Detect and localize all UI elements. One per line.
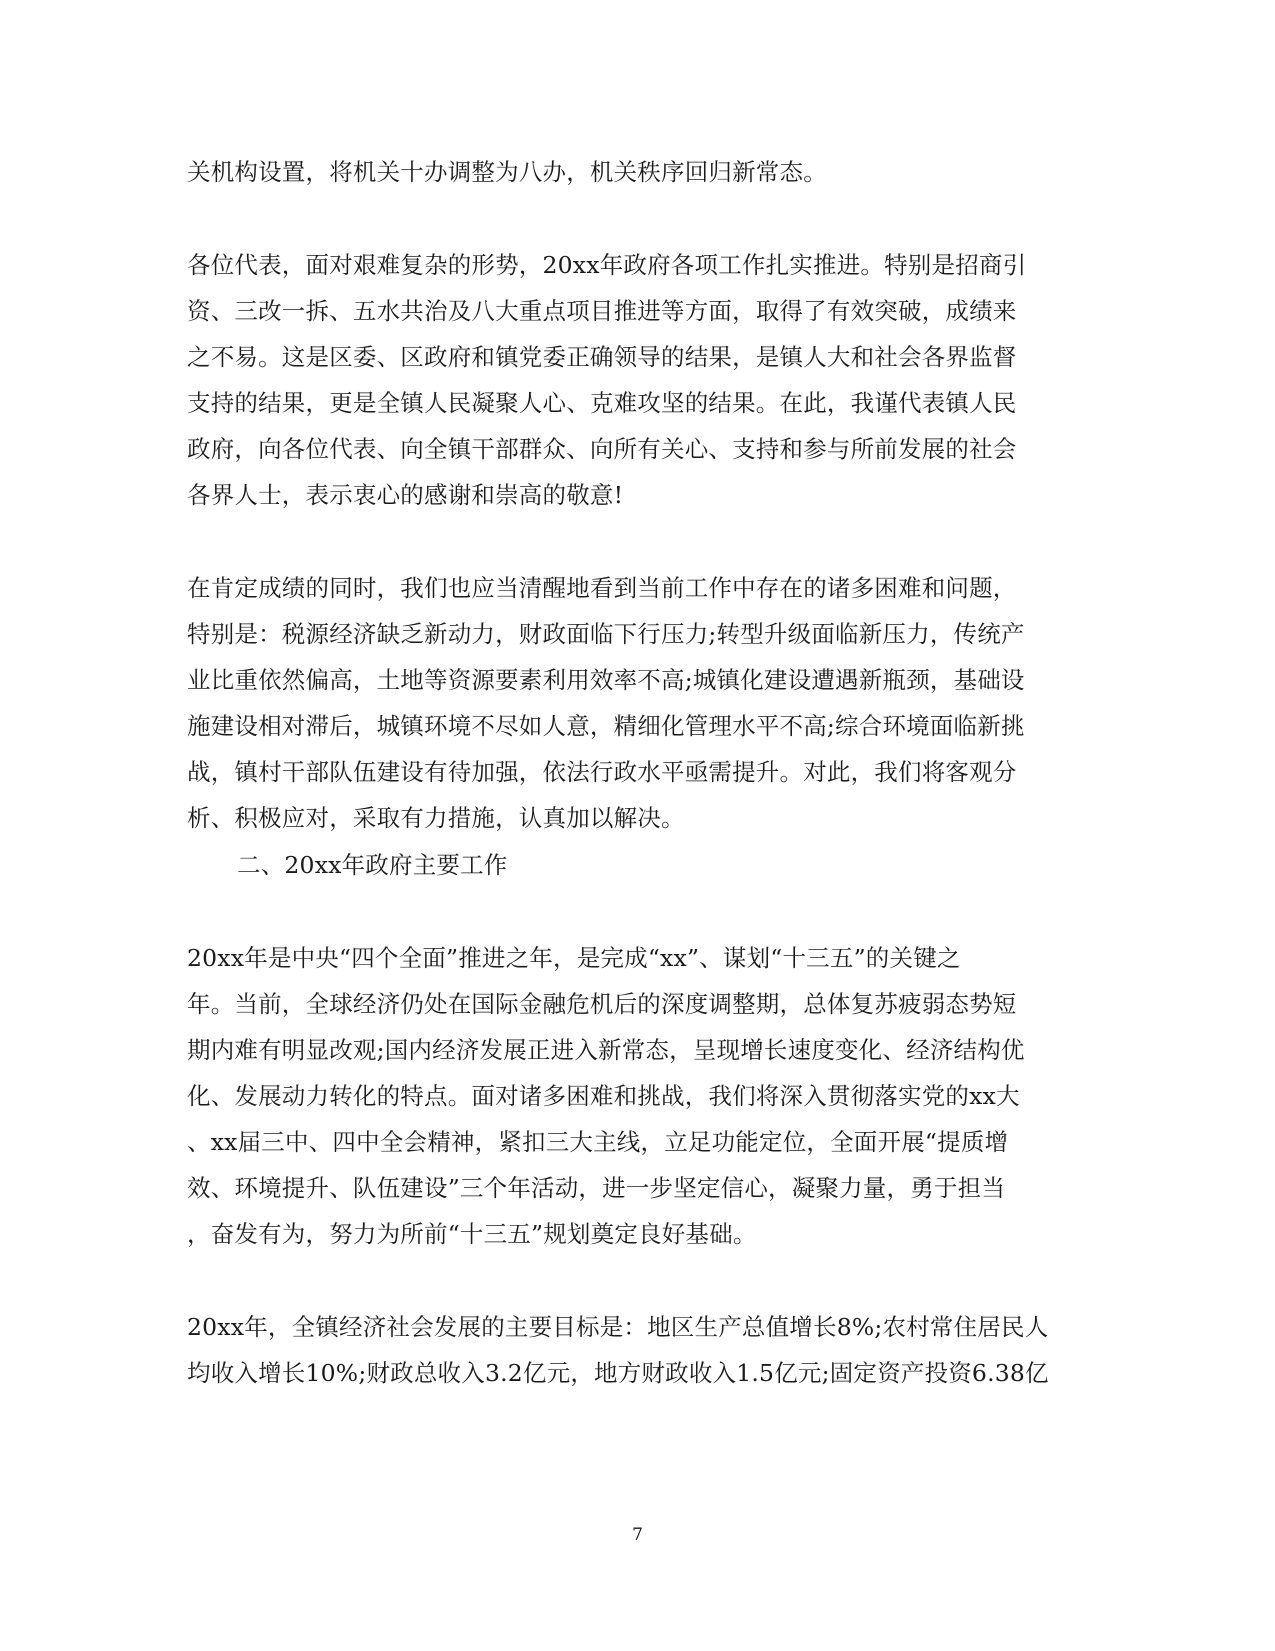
paragraph-line: 20xx年是中央“四个全面”推进之年，是完成“xx”、谋划“十三五”的关键之 — [187, 944, 961, 972]
paragraph-line: 战，镇村干部队伍建设有待加强，依法行政水平亟需提升。对此，我们将客观分 — [187, 758, 1017, 786]
section-heading: 二、20xx年政府主要工作 — [237, 851, 508, 879]
paragraph-line: 支持的结果，更是全镇人民凝聚人心、克难攻坚的结果。在此，我谨代表镇人民 — [187, 389, 1017, 417]
paragraph-line: 在肯定成绩的同时，我们也应当清醒地看到当前工作中存在的诸多困难和问题， — [187, 574, 1017, 602]
paragraph-line: 资、三改一拆、五水共治及八大重点项目推进等方面，取得了有效突破，成绩来 — [187, 297, 1017, 325]
paragraph-line: 政府，向各位代表、向全镇干部群众、向所有关心、支持和参与所前发展的社会 — [187, 435, 1017, 463]
paragraph-line: 效、环境提升、队伍建设”三个年活动，进一步坚定信心，凝聚力量，勇于担当 — [187, 1174, 1006, 1202]
paragraph-line: 关机构设置，将机关十办调整为八办，机关秩序回归新常态。 — [187, 158, 827, 186]
paragraph-line: 之不易。这是区委、区政府和镇党委正确领导的结果，是镇人大和社会各界监督 — [187, 343, 1017, 371]
paragraph-line: 均收入增长10%;财政总收入3.2亿元，地方财政收入1.5亿元;固定资产投资6.38亿 — [187, 1359, 1049, 1387]
paragraph-line: 业比重依然偏高，土地等资源要素利用效率不高;城镇化建设遭遇新瓶颈，基础设 — [187, 666, 1025, 694]
paragraph-line: 各位代表，面对艰难复杂的形势，20xx年政府各项工作扎实推进。特别是招商引 — [187, 251, 1027, 279]
paragraph-line: 、xx届三中、四中全会精神，紧扣三大主线，立足功能定位，全面开展“提质增 — [187, 1128, 1009, 1156]
paragraph-line: ，奋发有为，努力为所前“十三五”规划奠定良好基础。 — [187, 1220, 757, 1248]
paragraph-line: 年。当前，全球经济仍处在国际金融危机后的深度调整期，总体复苏疲弱态势短 — [187, 990, 1017, 1018]
paragraph-line: 析、积极应对，采取有力措施，认真加以解决。 — [187, 804, 685, 832]
paragraph-line: 特别是：税源经济缺乏新动力，财政面临下行压力;转型升级面临新压力，传统产 — [187, 620, 1025, 648]
paragraph-line: 各界人士，表示衷心的感谢和崇高的敬意! — [187, 481, 624, 509]
paragraph-line: 20xx年，全镇经济社会发展的主要目标是：地区生产总值增长8%;农村常住居民人 — [187, 1313, 1049, 1341]
paragraph-line: 施建设相对滞后，城镇环境不尽如人意，精细化管理水平不高;综合环境面临新挑 — [187, 712, 1025, 740]
paragraph-line: 化、发展动力转化的特点。面对诸多困难和挑战，我们将深入贯彻落实党的xx大 — [187, 1082, 1020, 1110]
page-number: 7 — [632, 1525, 643, 1545]
paragraph-line: 期内难有明显改观;国内经济发展正进入新常态，呈现增长速度变化、经济结构优 — [187, 1036, 1025, 1064]
